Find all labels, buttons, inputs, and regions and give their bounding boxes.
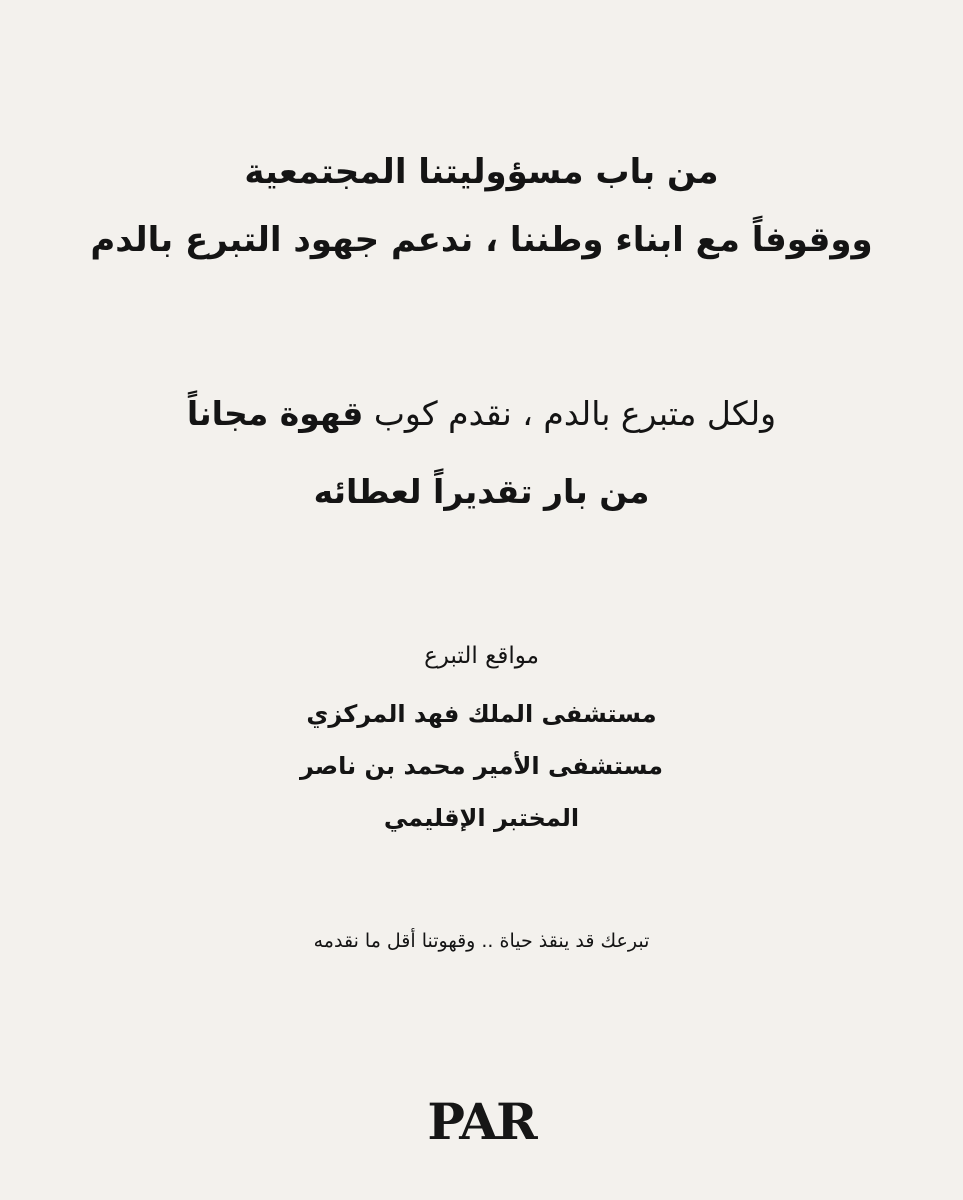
location-item: المختبر الإقليمي: [383, 804, 580, 832]
locations-heading: مواقع التبرع: [424, 643, 539, 669]
offer-line-2: من بار تقديراً لعطائه: [313, 472, 650, 511]
brand-logo: PAR: [427, 1092, 536, 1151]
location-item: مستشفى الأمير محمد بن ناصر: [299, 752, 664, 780]
location-item: مستشفى الملك فهد المركزي: [306, 700, 657, 728]
intro-line-2: ووقوفاً مع ابناء وطننا ، ندعم جهود التبرع بالدم: [90, 220, 873, 260]
tagline: تبرعك قد ينقذ حياة .. وقهوتنا أقل ما نقدمه: [313, 930, 650, 952]
offer-line-1: [0, 392, 963, 436]
free-coffee-text: قهوة مجاناً: [186, 394, 364, 433]
offer-text: ولكل متبرع بالدم ، نقدم كوب: [363, 394, 777, 433]
intro-line-1: من باب مسؤوليتنا المجتمعية: [244, 152, 719, 192]
